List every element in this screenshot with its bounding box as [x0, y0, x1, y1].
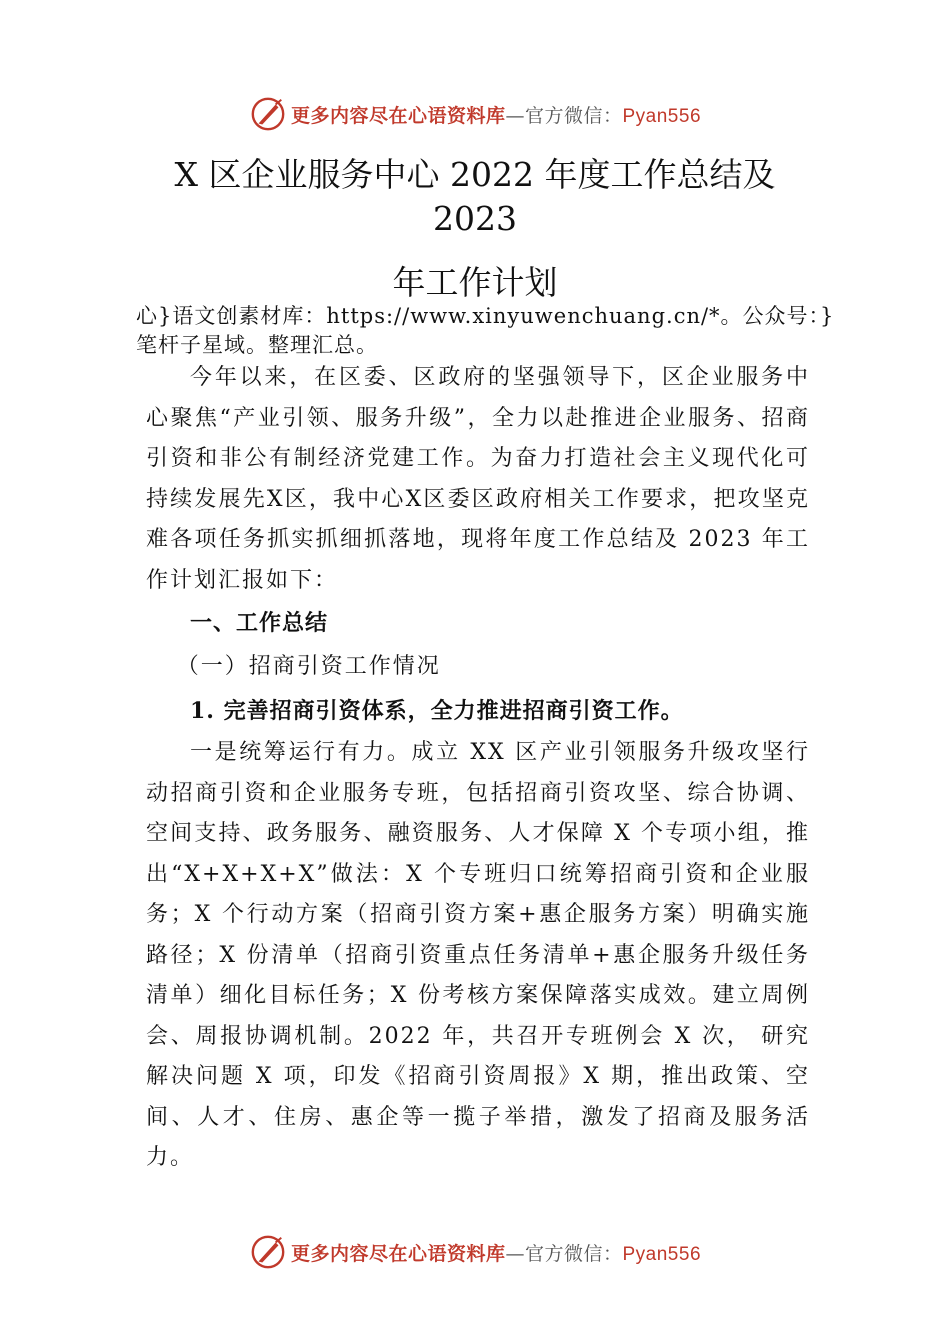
item-heading: 1. 完善招商引资体系，全力推进招商引资工作。: [190, 698, 684, 724]
watermark-header: [0, 94, 950, 134]
intro-paragraph: 今年以来，在区委、区政府的坚强领导下，区企业服务中心聚焦“产业引领、服务升级”，全力以赴推进企业服务、招商引资和非公有制经济党建工作。为奋力打造社会主义现代化可持续发展先X区，我中心X区委区政府相关工作要求，把攻坚克难各项任务抓实抓细抓落地，现将年度工作总结及 2023 年工作计划汇报如下：: [146, 365, 810, 593]
watermark-dash: —: [505, 1242, 525, 1265]
source-note: 心}语文创素材库：https://www.xinyuwenchuang.cn/*。公众号：}笔杆子星域。整理汇总。: [136, 304, 835, 357]
watermark-label: 官方微信：: [524, 104, 623, 127]
watermark-main: 更多内容尽在心语资料库: [290, 1242, 506, 1265]
watermark-dash: —: [505, 104, 525, 127]
quill-pen-circle-icon: [249, 1233, 287, 1271]
watermark-text: [291, 101, 701, 128]
watermark-text: [291, 1239, 701, 1266]
document-title-line2: 2023: [433, 199, 517, 238]
document-title-line1: X 区企业服务中心 2022 年度工作总结及: [174, 155, 776, 194]
watermark-footer: [0, 1232, 950, 1272]
watermark-id: Pyan556: [622, 105, 702, 127]
section-heading: 一、工作总结: [190, 610, 329, 636]
watermark-label: 官方微信：: [524, 1242, 623, 1265]
document-title-line3: 年工作计划: [392, 263, 558, 302]
quill-pen-circle-icon: [249, 95, 287, 133]
item-body-paragraph: 一是统筹运行有力。成立 XX 区产业引领服务升级攻坚行动招商引资和企业服务专班，包括招商引资攻坚、综合协调、空间支持、政务服务、融资服务、人才保障 X 个专项小组，推出“X+X+X+X”做法：X 个专班归口统筹招商引资和企业服务；X 个行动方案（招商引资方案+惠企服务方案）明确实施路径；X 份清单（招商引资重点任务清单+惠企服务升级任务清单）细化目标任务；X 份考核方案保障落实成效。建立周例会、周报协调机制。2022 年，共召开专班例会 X 次， 研究解决问题 X 项，印发《招商引资周报》X 期，推出政策、空间、人才、住房、惠企等一揽子举措，激发了招商及服务活力。: [146, 740, 810, 1170]
document-body: [146, 358, 810, 1179]
watermark-main: 更多内容尽在心语资料库: [290, 104, 506, 127]
watermark-id: Pyan556: [622, 1243, 702, 1265]
subsection-heading: （一）招商引资工作情况: [176, 654, 441, 679]
